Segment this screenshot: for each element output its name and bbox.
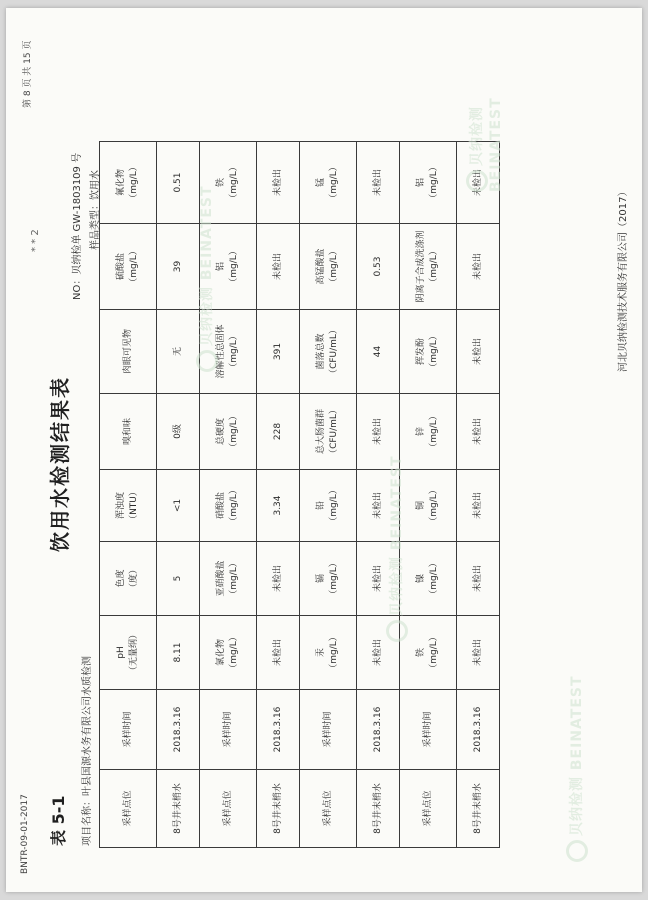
table-cell: 未检出 — [257, 224, 300, 310]
table-header-cell: 采样时间 — [300, 690, 357, 770]
table-cell: 未检出 — [357, 394, 400, 470]
footer-company: 河北贝纳检测技术服务有限公司（2017） — [618, 186, 629, 372]
table-header-cell: 铜 （mg/L） — [400, 470, 457, 542]
table-cell: 5 — [157, 542, 200, 616]
table-cell: <1 — [157, 470, 200, 542]
table-header-cell: 氟化物 （mg/L） — [100, 142, 157, 224]
table-header-row — [100, 142, 157, 848]
table-header-cell: 硝酸盐 （mg/L） — [200, 470, 257, 542]
table-header-cell: 阴离子合成洗涤剂 （mg/L） — [400, 224, 457, 310]
table-cell: 0.51 — [157, 142, 200, 224]
pencil-mark: * * 2 — [30, 229, 41, 252]
table-header-cell: 镍 （mg/L） — [400, 542, 457, 616]
table-cell: 未检出 — [457, 616, 500, 690]
table-header-cell: 镉 （mg/L） — [300, 542, 357, 616]
table-header-cell: 色度 （度） — [100, 542, 157, 616]
table-header-cell: 溶解性总固体 （mg/L） — [200, 310, 257, 394]
table-cell: 未检出 — [357, 470, 400, 542]
table-row — [157, 142, 200, 848]
table-cell: 未检出 — [457, 470, 500, 542]
watermark: 贝纳检测 BEINATEST — [196, 185, 218, 372]
table-cell: 未检出 — [457, 542, 500, 616]
table-header-cell: 铝 （mg/L） — [200, 224, 257, 310]
table-cell: 8号井末梢水 — [457, 770, 500, 848]
table-header-row — [400, 142, 457, 848]
table-cell: 未检出 — [457, 310, 500, 394]
table-header-cell: 采样时间 — [400, 690, 457, 770]
results-table — [99, 141, 500, 848]
page-number: 第 8 页 共 15 页 — [23, 40, 33, 108]
table-header-cell: 采样点位 — [200, 770, 257, 848]
table-header-cell: 高锰酸盐 （mg/L） — [300, 224, 357, 310]
table-cell: 未检出 — [357, 542, 400, 616]
table-header-row — [300, 142, 357, 848]
table-header-cell: 锰 （mg/L） — [300, 142, 357, 224]
table-header-cell: 总大肠菌群 （CFU/mL） — [300, 394, 357, 470]
table-header-cell: 采样点位 — [400, 770, 457, 848]
project-name: 项目名称：叶县国源水务有限公司水质检测 — [82, 656, 93, 846]
table-row — [457, 142, 500, 848]
table-number: 表 5-1 — [49, 795, 68, 846]
table-header-cell: 采样时间 — [200, 690, 257, 770]
table-header-cell: 总硬度 （mg/L） — [200, 394, 257, 470]
table-cell: 未检出 — [457, 142, 500, 224]
table-header-cell: 铁 （mg/L） — [400, 616, 457, 690]
table-header-cell: 硫酸盐 （mg/L） — [100, 224, 157, 310]
table-cell: 未检出 — [257, 142, 300, 224]
table-cell: 44 — [357, 310, 400, 394]
table-header-cell: 采样点位 — [100, 770, 157, 848]
table-header-cell: 浑浊度 （NTU） — [100, 470, 157, 542]
table-header-cell: 亚硝酸盐 （mg/L） — [200, 542, 257, 616]
sample-type: 样品类型：饮用水 — [90, 170, 101, 250]
table-cell: 39 — [157, 224, 200, 310]
table-header-cell: 氯化物 （mg/L） — [200, 616, 257, 690]
table-cell: 391 — [257, 310, 300, 394]
table-cell: 8号井末梢水 — [357, 770, 400, 848]
watermark: 贝纳检测 BEINATEST — [386, 455, 408, 642]
table-header-cell: 采样点位 — [300, 770, 357, 848]
table-header-cell: pH （无量纲） — [100, 616, 157, 690]
table-cell: 未检出 — [257, 616, 300, 690]
watermark: 贝纳检测 BEINATEST — [566, 675, 588, 862]
table-header-cell: 锌 （mg/L） — [400, 394, 457, 470]
table-cell: 未检出 — [457, 224, 500, 310]
table-cell: 0.53 — [357, 224, 400, 310]
table-row — [257, 142, 300, 848]
scanned-page — [6, 8, 642, 892]
watermark: 贝纳检测 BEINATEST — [466, 8, 504, 192]
table-cell: 未检出 — [357, 616, 400, 690]
rotated-report-sheet — [6, 8, 642, 892]
table-cell: 2018.3.16 — [157, 690, 200, 770]
table-header-cell: 铝 （mg/L） — [400, 142, 457, 224]
table-cell: 228 — [257, 394, 300, 470]
table-cell: 2018.3.16 — [257, 690, 300, 770]
table-header-cell: 挥发酚 （mg/L） — [400, 310, 457, 394]
table-cell: 2018.3.16 — [357, 690, 400, 770]
table-cell: 3.34 — [257, 470, 300, 542]
table-cell: 无 — [157, 310, 200, 394]
table-cell: 8.11 — [157, 616, 200, 690]
table-header-cell: 汞 （mg/L） — [300, 616, 357, 690]
table-header-cell: 菌落总数 （CFU/mL） — [300, 310, 357, 394]
report-number: NO：贝纳检单 GW-1803109 号 — [72, 152, 83, 300]
table-cell: 0级 — [157, 394, 200, 470]
table-cell: 8号井末梢水 — [157, 770, 200, 848]
table-cell: 2018.3.16 — [457, 690, 500, 770]
doc-code: BNTR-09-01-2017 — [20, 794, 30, 874]
table-cell: 8号井末梢水 — [257, 770, 300, 848]
table-cell: 未检出 — [457, 394, 500, 470]
table-header-cell: 采样时间 — [100, 690, 157, 770]
table-header-cell: 肉眼可见物 — [100, 310, 157, 394]
table-cell: 未检出 — [357, 142, 400, 224]
table-header-cell: 铅 （mg/L） — [300, 470, 357, 542]
table-header-cell: 嗅和味 — [100, 394, 157, 470]
table-header-cell: 铁 （mg/L） — [200, 142, 257, 224]
page-title: 饮用水检测结果表 — [48, 376, 72, 552]
table-cell: 未检出 — [257, 542, 300, 616]
